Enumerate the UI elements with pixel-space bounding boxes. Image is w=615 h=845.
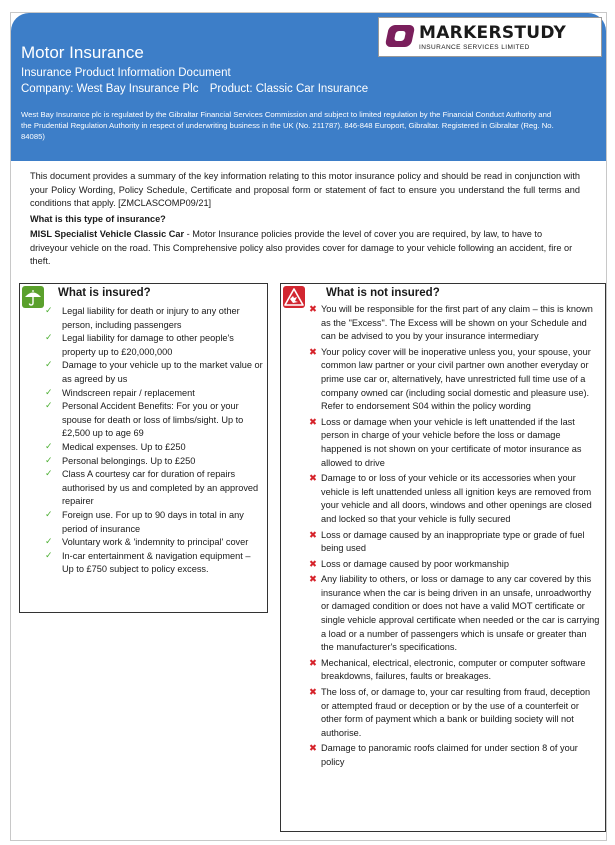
list-item	[281, 529, 605, 556]
document-type: Insurance Product Information Document	[21, 67, 231, 79]
list-item-text: The loss of, or damage to, your car resulting from fraud, deception or attempted fraud or deception or by the use of a counterfeit or other form of payment which a bank or building society will not authorise.	[321, 687, 591, 738]
logo-tagline: INSURANCE SERVICES LIMITED	[419, 44, 530, 51]
check-icon: ✓	[45, 441, 53, 452]
cross-icon: ✖	[309, 346, 317, 358]
list-item	[20, 509, 267, 536]
not-insured-list	[281, 303, 605, 772]
check-icon: ✓	[45, 509, 53, 520]
check-icon: ✓	[45, 333, 53, 344]
logo-name: MARKERSTUDY	[419, 23, 567, 43]
intro-paragraph: This document provides a summary of the key information relating to this motor insurance policy and should be read in conjunction with your Policy Wording, Policy Schedule, Certificate and proposal form or statement of fact to ensure you understand the full terms and conditions that apply. [ZMCLASCOMP09/21]	[30, 171, 580, 209]
regulatory-statement: West Bay Insurance plc is regulated by the Gibraltar Financial Services Commission and subject to limited regulation by the Financial Conduct Authority and the Prudential Regulation Authority in respect of underwriting business in the UK (No. 211787). 846-848 Europort, Gibraltar. Registered in Gibraltar (Reg. No. 84085)	[21, 110, 554, 141]
what-is-not-insured-heading: What is not insured?	[326, 287, 440, 299]
list-item	[281, 686, 605, 740]
insured-list	[20, 305, 267, 577]
list-item-text: Damage to or loss of your vehicle or its accessories when your vehicle is left unattended unless all ignition keys are removed from your vehicle and all doors, windows and other openings are closed and locked so that your vehicle is fully secured	[321, 473, 592, 524]
list-item	[281, 472, 605, 526]
markerstudy-logo	[378, 17, 602, 57]
company-product-line	[21, 83, 376, 95]
list-item	[281, 657, 605, 684]
list-item	[20, 536, 267, 550]
list-item	[281, 742, 605, 769]
list-item	[20, 359, 267, 386]
list-item-text: Loss or damage caused by poor workmanship	[321, 558, 509, 569]
list-item-text: Legal liability for damage to other people's property up to £20,000,000	[62, 333, 234, 357]
cross-icon: ✖	[309, 558, 317, 570]
insurance-type-heading: What is this type of insurance?	[30, 214, 166, 224]
cross-icon: ✖	[309, 304, 317, 315]
list-item-text: Loss or damage caused by an inappropriate type or grade of fuel being used	[321, 529, 585, 554]
list-item	[20, 468, 267, 509]
list-item	[20, 400, 267, 441]
list-item-text: Class A courtesy car for duration of repairs authorised by us and completed by an approved repairer	[62, 469, 259, 507]
list-item	[281, 346, 605, 414]
check-icon: ✓	[45, 455, 53, 466]
list-item	[20, 455, 267, 469]
list-item-text: Voluntary work & 'indemnity to principal' cover	[62, 537, 249, 548]
list-item-text: Foreign use. For up to 90 days in total in any period of insurance	[62, 509, 244, 534]
list-item	[20, 387, 267, 401]
list-item-text: Mechanical, electrical, electronic, computer or computer software breakdowns, failures, faults or breakages.	[321, 657, 586, 682]
list-item-text: You will be responsible for the first part of any claim – this is known as the "Excess". The Excess will be shown on your Schedule and can be advised to you by your insurance intermediary	[321, 304, 593, 342]
list-item	[281, 303, 605, 344]
check-icon: ✓	[45, 550, 53, 561]
list-item-text: Medical expenses. Up to £250	[62, 441, 186, 452]
list-item	[20, 305, 267, 332]
list-item	[20, 441, 267, 455]
check-icon: ✓	[45, 401, 53, 412]
list-item	[20, 332, 267, 359]
check-icon: ✓	[45, 360, 53, 371]
list-item-text: Legal liability for death or injury to any other person, including passengers	[62, 306, 240, 330]
cross-icon: ✖	[309, 574, 317, 586]
list-item-text: Your policy cover will be inoperative unless you, your spouse, your common law partner or your civil partner own another everyday or prime use car or, alternatively, have unrestricted full time use of a company owned car (including social domestic and pleasure use). Refer to endorsement S04 within the policy wording	[321, 346, 591, 412]
check-icon: ✓	[45, 387, 53, 398]
cross-icon: ✖	[309, 657, 317, 669]
insurance-type-description	[30, 228, 582, 269]
cross-icon: ✖	[309, 687, 317, 699]
what-is-insured-heading: What is insured?	[58, 287, 151, 299]
list-item	[20, 550, 267, 577]
product-description: - Motor Insurance policies provide the level of cover you are required, by law, to have to driveyour vehicle on the road. This Comprehensive policy also provides cover for damage to your vehicle following an accident, fire or theft.	[30, 229, 573, 267]
list-item-text: Personal belongings. Up to £250	[62, 455, 196, 466]
list-item	[281, 558, 605, 572]
list-item	[281, 573, 605, 655]
list-item-text: In-car entertainment & navigation equipment – Up to £750 subject to policy excess.	[62, 550, 251, 575]
check-icon: ✓	[45, 469, 53, 480]
product-lead: MISL Specialist Vehicle Classic Car	[30, 229, 185, 239]
cross-icon: ✖	[309, 473, 317, 485]
list-item-text: Damage to your vehicle up to the market value or as agreed by us	[62, 360, 263, 384]
list-item-text: Loss or damage when your vehicle is left unattended if the last person in charge of your vehicle before the loss or damage happened is not shown on your certificate of motor insurance as allowed to drive	[321, 416, 582, 468]
cross-icon: ✖	[309, 529, 317, 541]
company-name: Company: West Bay Insurance Plc	[21, 83, 199, 95]
list-item-text: Personal Accident Benefits: For you or your spouse for death or loss of limbs/sight. Up to £2,500 up to age 69	[62, 401, 244, 439]
check-icon: ✓	[45, 306, 53, 316]
check-icon: ✓	[45, 537, 53, 548]
logo-mark-icon	[385, 25, 416, 47]
what-is-insured-panel	[19, 283, 268, 613]
list-item-text: Windscreen repair / replacement	[62, 387, 195, 398]
product-name: Product: Classic Car Insurance	[209, 83, 369, 95]
list-item	[281, 416, 605, 470]
list-item-text: Damage to panoramic roofs claimed for under section 8 of your policy	[321, 743, 578, 767]
document-title: Motor Insurance	[21, 43, 144, 62]
list-item-text: Any liability to others, or loss or damage to any car covered by this insurance when the car is being driven in an unsafe, unroadworthy or damaged condition or does not have a valid MOT certificate or single vehicle approval certificate when needed or the car is carrying a load or a number of passengers which is unsafe or greater than the manufacturer's specifications.	[321, 574, 600, 653]
cross-icon: ✖	[309, 743, 317, 755]
cross-icon: ✖	[309, 416, 317, 428]
what-is-not-insured-panel	[280, 283, 606, 832]
